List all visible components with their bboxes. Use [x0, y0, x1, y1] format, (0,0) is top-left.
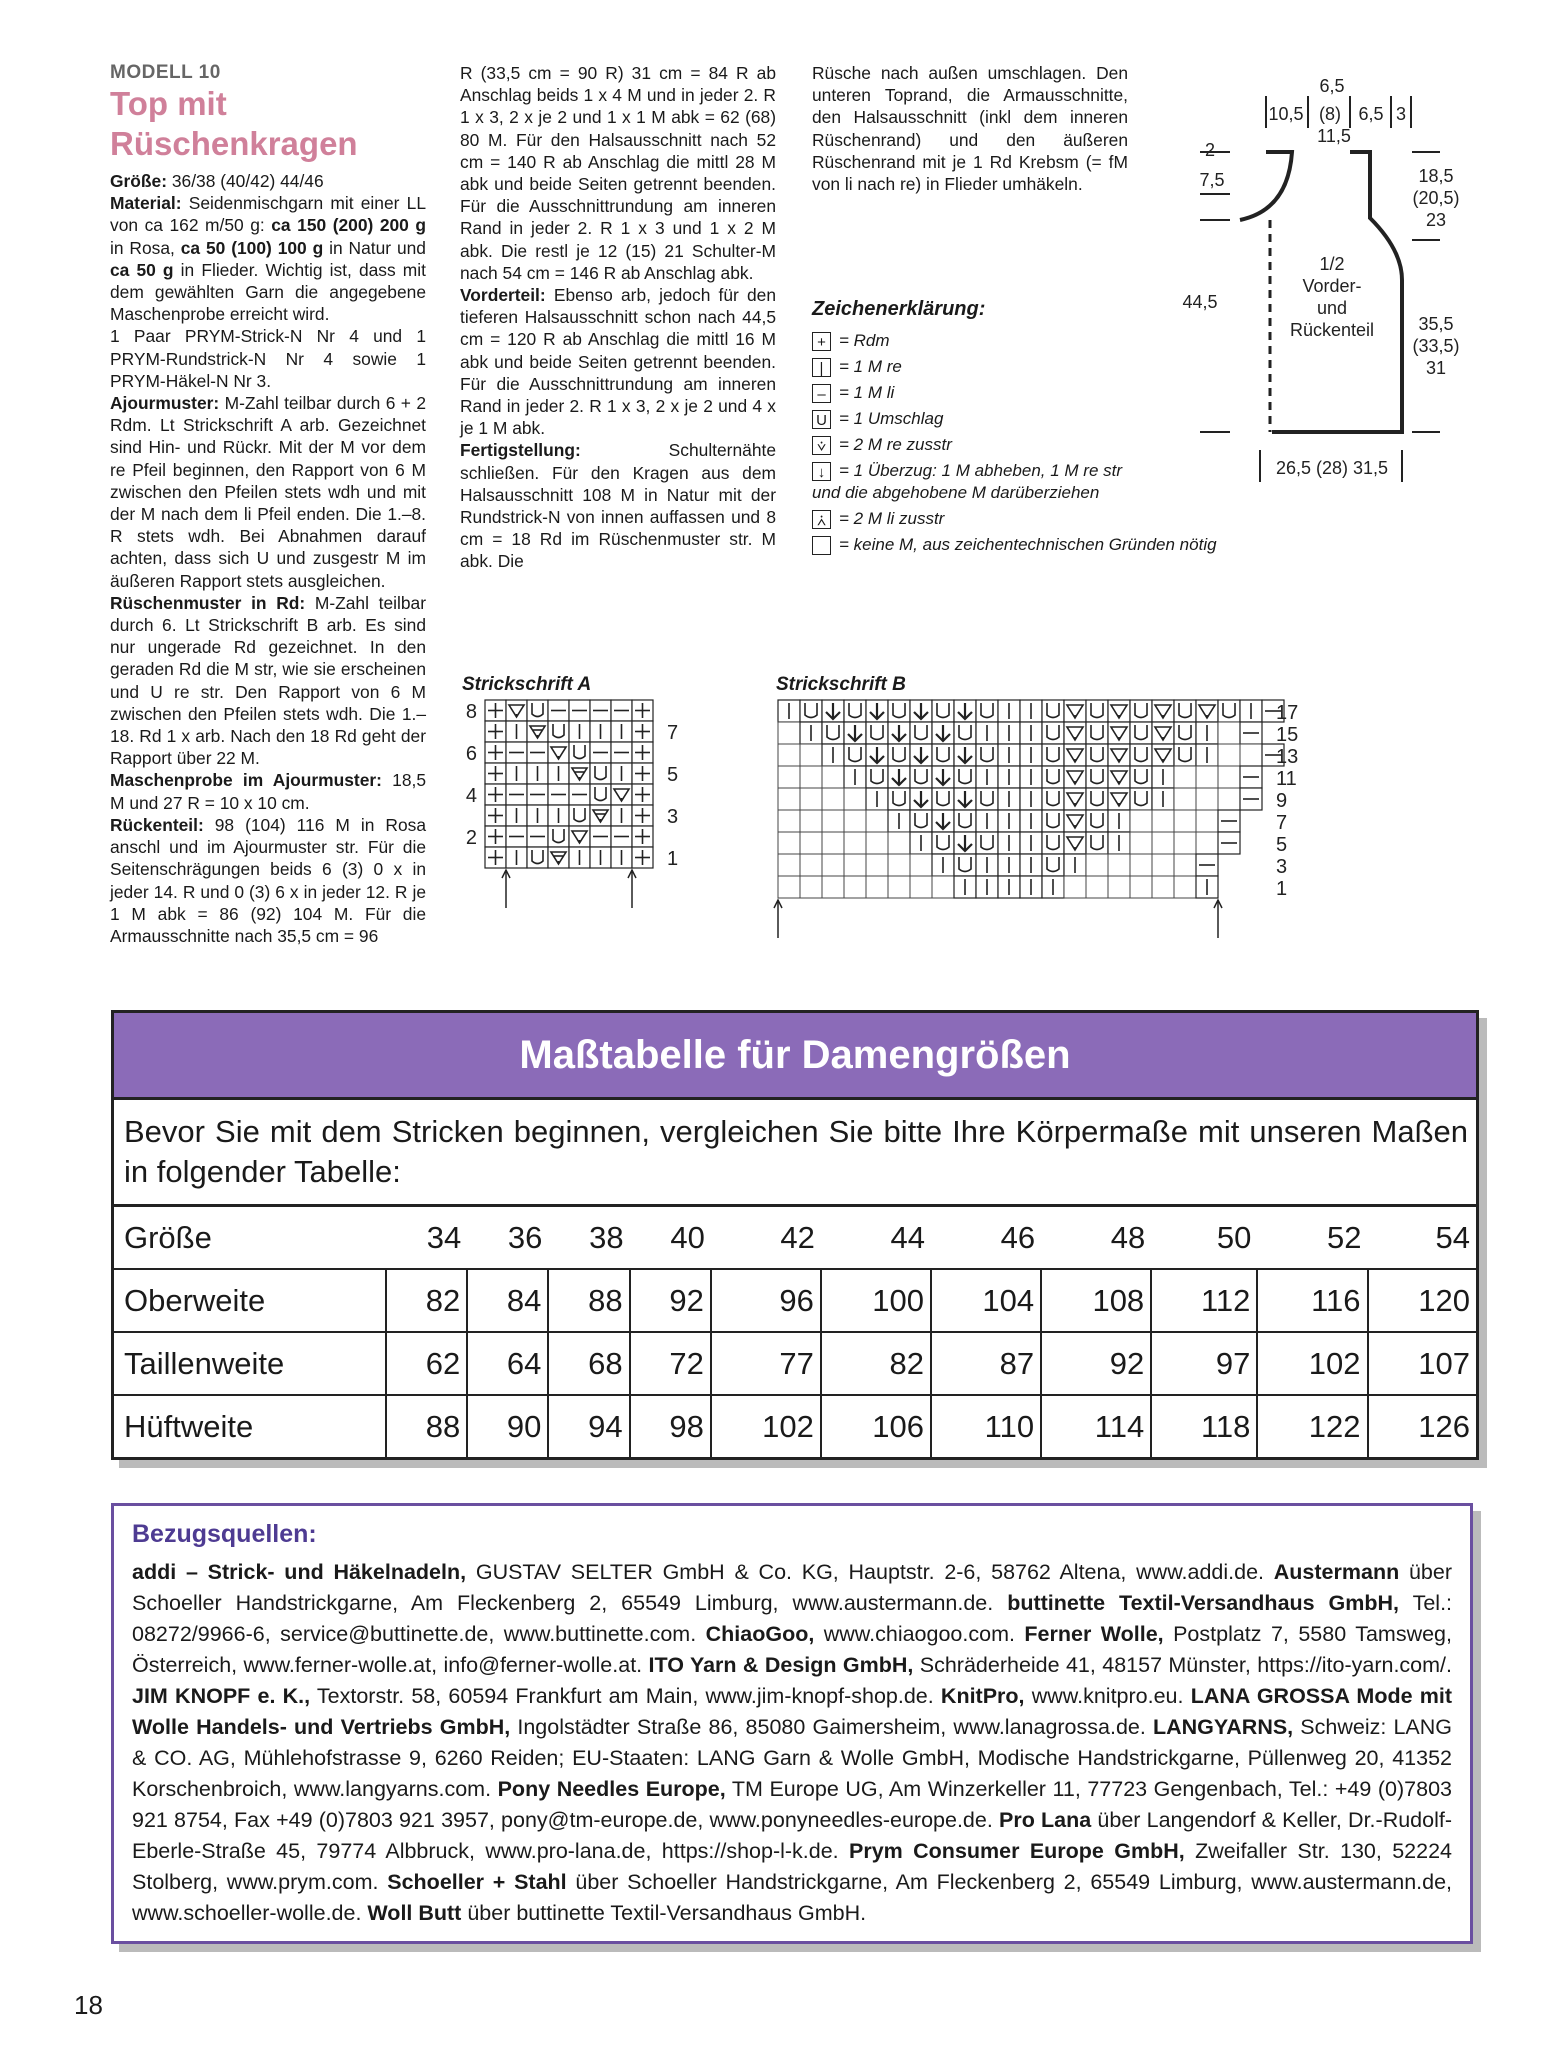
- size-table-cell: 40: [630, 1207, 711, 1269]
- size-table-label: Oberweite: [114, 1269, 386, 1332]
- schematic-label: 35,5: [1418, 314, 1454, 334]
- source-name: ChiaoGoo,: [705, 1622, 815, 1646]
- size-table-cell: 62: [386, 1332, 467, 1395]
- size-table-cell: 38: [548, 1207, 629, 1269]
- source-details: TM Europe UG, Am Winzerkeller 11, 77723 Gengenbach, Tel.: +49 (0)7803 921 8754, Fax +49 (0)7803 921 3957, pony@tm-europe.de, www.ponyneedles-europe.de.: [132, 1777, 1452, 1832]
- vertical-bar-icon: |: [812, 358, 831, 377]
- chart-row-number: 3: [1276, 856, 1288, 878]
- size-table-box: [111, 1010, 1479, 1460]
- size-table-cell: 84: [467, 1269, 548, 1332]
- needles-paragraph: 1 Paar PRYM-Strick-N Nr 4 und 1 PRYM-Rundstrick-N Nr 4 sowie 1 PRYM-Häkel-N Nr 3.: [110, 326, 426, 391]
- chart-row-number: 3: [667, 806, 679, 828]
- size-table-cell: 52: [1257, 1207, 1367, 1269]
- size-table-cell: 120: [1368, 1269, 1477, 1332]
- legend-text: = 1 M li: [839, 383, 895, 402]
- schematic-label: 31: [1425, 358, 1447, 378]
- source-details: www.chiaogoo.com.: [814, 1622, 1025, 1646]
- source-name: buttinette Textil-Versandhaus GmbH,: [1007, 1591, 1400, 1615]
- chart-a-title: Strickschrift A: [462, 674, 592, 695]
- sources-box: [111, 1503, 1473, 1944]
- chart-row-number: 4: [465, 785, 477, 807]
- schematic-label: (8): [1319, 104, 1341, 124]
- schematic-label: 23: [1425, 210, 1447, 230]
- size-paragraph: Größe: 36/38 (40/42) 44/46: [110, 171, 324, 191]
- chart-row-number: 5: [1276, 834, 1288, 856]
- knitting-chart-a: [455, 700, 695, 940]
- size-table-cell: 77: [711, 1332, 821, 1395]
- size-table-row: [114, 1395, 1476, 1457]
- ruesche-paragraph: Rüschenmuster in Rd: M-Zahl teilbar durch 6. Lt Strickschrift B arb. Es sind nur ungerade Rd gezeichnet. In den geraden Rd die M str, wie sie erscheinen und U re str. Den Rapport von 6 M zwischen den Pfeilen stets wdh. Die 1.–18. Rd 1 x arb. Nach den 18 Rd geht der Rapport über 22 M.: [110, 592, 426, 769]
- source-details: Textorstr. 58, 60594 Frankfurt am Main, www.jim-knopf-shop.de.: [310, 1684, 941, 1708]
- size-table-cell: 36: [467, 1207, 548, 1269]
- legend-text: = 2 M re zusstr: [839, 435, 952, 454]
- legend-text: = keine M, aus zeichentechnischen Gründen nötig: [839, 535, 1217, 554]
- size-table-cell: 54: [1368, 1207, 1477, 1269]
- size-table-cell: 122: [1257, 1395, 1367, 1457]
- chart-row-number: 1: [1276, 878, 1288, 900]
- back-paragraph: Rückenteil: 98 (104) 116 M in Rosa anschl und im Ajourmuster str. Für die Seitenschrägungen beids 6 (3) 0 x in jeder 14. R und 0 (3) 6 x in jeder 12. R je 1 M abk = 86 (92) 104 M. Für die Armausschnitte nach 35,5 cm = 96: [110, 814, 426, 946]
- schematic-label: 10,5: [1268, 104, 1304, 124]
- source-name: Schoeller + Stahl: [387, 1870, 567, 1894]
- instructions-column-1: [110, 62, 426, 947]
- size-table-cell: 82: [821, 1332, 931, 1395]
- sources-heading: Bezugsquellen:: [132, 1520, 317, 1548]
- source-details: Zweifaller Str. 130, 52224 Stolberg, www.prym.com.: [132, 1839, 1452, 1894]
- chart-row-number: 8: [465, 701, 477, 723]
- source-name: Austermann: [1273, 1560, 1400, 1584]
- size-table-cell: 68: [548, 1332, 629, 1395]
- size-table-cell: 72: [630, 1332, 711, 1395]
- sources-text: [132, 1557, 1452, 1929]
- size-table-cell: 96: [711, 1269, 821, 1332]
- chart-b-title: Strickschrift B: [776, 674, 906, 695]
- size-table-label: Hüftweite: [124, 1408, 254, 1444]
- source-name: Prym Consumer Europe GmbH,: [849, 1839, 1185, 1863]
- front-paragraph: Vorderteil: Ebenso arb, jedoch für den tieferen Halsausschnitt schon nach 44,5 cm = 120 R ab Anschlag die mittl 16 M abk und beide Seiten getrennt beenden. Für die Ausschnittrundung am inneren Rand in jeder 2. R 1 x 3, 2 x je 2 und 4 x je 1 M abk.: [460, 285, 776, 439]
- u-icon: U: [812, 410, 831, 429]
- finishing-paragraph: Fertigstellung: Schulternähte schließen. Für den Kragen aus dem Halsausschnitt 108 M in Natur mit der Rundstrick-N von innen auffassen und 8 cm = 18 Rd im Rüschenmuster str. M abk. Die: [460, 440, 776, 572]
- schematic-label: (33,5): [1412, 336, 1460, 356]
- size-table-cell: 110: [931, 1395, 1041, 1457]
- size-table-cell: 126: [1368, 1395, 1477, 1457]
- chart-row-number: 5: [667, 764, 679, 786]
- schematic-label: 44,5: [1182, 292, 1218, 312]
- source-details: über Schoeller Handstrickgarne, Am Fleckenberg 2, 65549 Limburg, www.austermann.de.: [132, 1560, 1452, 1615]
- size-table-cell: 82: [386, 1269, 467, 1332]
- size-table-label: Größe: [114, 1207, 386, 1269]
- size-table-cell: 106: [821, 1395, 931, 1457]
- chart-row-number: 17: [1276, 702, 1299, 724]
- legend-item: [812, 506, 1272, 532]
- legend-item: [812, 532, 1272, 558]
- size-table-cell: 102: [711, 1395, 821, 1457]
- source-details: Schweiz: LANG & CO. AG, Mühlehofstrasse 9, 6260 Reiden; EU-Staaten: LANG Garn & Wolle GmbH, Modische Handstrickgarne, Püllenweg 20, 41352 Korschenbroich, www.langyarns.com.: [132, 1715, 1453, 1801]
- source-details: Schräderheide 41, 48157 Münster, https://ito-yarn.com/.: [913, 1653, 1452, 1677]
- size-table-cell: 114: [1041, 1395, 1151, 1457]
- schematic-label: 18,5: [1418, 166, 1454, 186]
- instructions-column-3: [812, 62, 1128, 195]
- legend-text: = 1 Überzug: 1 M abheben, 1 M re str: [839, 461, 1123, 480]
- size-table-cell: 92: [1041, 1332, 1151, 1395]
- source-name: ITO Yarn & Design GmbH,: [648, 1653, 914, 1677]
- size-table-cell: 46: [931, 1207, 1041, 1269]
- size-table-cell: 98: [630, 1395, 711, 1457]
- size-table-cell: 102: [1257, 1332, 1367, 1395]
- size-table-cell: 118: [1151, 1395, 1257, 1457]
- size-table-label: Taillenweite: [114, 1332, 386, 1395]
- schematic-label: und: [1316, 298, 1348, 318]
- size-table-heading: Maßtabelle für Damengrößen: [114, 1013, 1476, 1100]
- source-name: Ferner Wolle,: [1024, 1622, 1164, 1646]
- schematic-label: 3: [1395, 104, 1407, 124]
- size-table: [114, 1207, 1476, 1457]
- schematic-label: 2: [1204, 140, 1216, 160]
- source-name: Woll Butt: [367, 1901, 462, 1925]
- size-table-cell: 64: [467, 1332, 548, 1395]
- chart-row-number: 7: [667, 722, 679, 744]
- finishing-paragraph-cont: Rüsche nach außen umschlagen. Den unteren Toprand, die Armausschnitte, den Halsausschnitt (inkl dem inneren Rüschenrand) und den äußeren Rüschenrand mit je 1 Rd Krebsm (= fM von li nach re) in Flieder umhäkeln.: [812, 63, 1128, 195]
- chart-row-number: 6: [465, 743, 477, 765]
- source-name: Pro Lana: [999, 1808, 1092, 1832]
- gauge-paragraph: Maschenprobe im Ajourmuster: 18,5 M und 27 R = 10 x 10 cm.: [110, 770, 426, 813]
- legend-heading: Zeichenerklärung:: [812, 298, 986, 320]
- source-name: Pony Needles Europe,: [497, 1777, 726, 1801]
- page-title: Top mit Rüschenkragen: [110, 85, 358, 162]
- size-table-cell: 44: [821, 1207, 931, 1269]
- source-details: über Schoeller Handstrickgarne, Am Fleckenberg 2, 65549 Limburg, www.austermann.de, www.schoeller-wolle.de.: [132, 1870, 1453, 1925]
- source-name: JIM KNOPF e. K.,: [132, 1684, 311, 1708]
- legend-text-cont: und die abgehobene M darüberziehen: [812, 483, 1100, 502]
- chart-row-number: 15: [1276, 724, 1299, 746]
- source-details: Postplatz 7, 5580 Tamsweg, Österreich, www.ferner-wolle.at, info@ferner-wolle.at.: [132, 1622, 1452, 1677]
- material-paragraph: Material: Seidenmischgarn mit einer LL von ca 162 m/50 g: ca 150 (200) 200 g in Rosa, ca 50 (100) 100 g in Natur und ca 50 g in Flieder. Wichtig ist, dass mit dem gewählten Garn die angegebene Maschenprobe erreicht wird.: [110, 193, 426, 325]
- size-table-cell: 34: [386, 1207, 467, 1269]
- knitting-chart-b: [770, 700, 1330, 950]
- size-table-cell: 88: [386, 1395, 467, 1457]
- p2tog-icon: ⩑: [812, 510, 831, 529]
- back-paragraph-cont: R (33,5 cm = 90 R) 31 cm = 84 R ab Anschlag beids 1 x 4 M und in jeder 2. R 1 x 3, 2 x je 2 und 1 x 1 M abk = 62 (68) 80 M. Für den Halsausschnitt nach 52 cm = 140 R ab Anschlag die mittl 28 M abk und beide Seiten getrennt beenden. Für die Ausschnittrundung am inneren Rand in jeder 2. R 1 x 3 und 1 x 2 M abk. Die restl je 12 (15) 21 Schulter-M nach 54 cm = 146 R ab Anschlag abk.: [460, 63, 776, 283]
- chart-row-number: 11: [1276, 768, 1297, 790]
- schematic-label: 6,5: [1358, 104, 1384, 124]
- size-table-cell: 97: [1151, 1332, 1257, 1395]
- schematic-label: 1/2: [1319, 254, 1345, 274]
- garment-schematic: [1180, 70, 1460, 490]
- page-number: 18: [74, 1990, 103, 2020]
- size-table-cell: 112: [1151, 1269, 1257, 1332]
- chart-row-number: 7: [1276, 812, 1288, 834]
- schematic-label: Rückenteil: [1289, 320, 1375, 340]
- chart-row-number: 2: [465, 827, 477, 849]
- size-table-cell: 104: [931, 1269, 1041, 1332]
- chart-row-number: 1: [667, 848, 679, 870]
- legend-text: = 2 M li zusstr: [839, 509, 945, 528]
- size-table-cell: 50: [1151, 1207, 1257, 1269]
- k2tog-icon: ⩒: [812, 436, 831, 455]
- size-table-intro: Bevor Sie mit dem Stricken beginnen, vergleichen Sie bitte Ihre Körpermaße mit unseren Maßen in folgender Tabelle:: [114, 1100, 1476, 1207]
- source-details: Tel.: 08272/9966-6, service@buttinette.de, www.buttinette.com.: [132, 1591, 1453, 1646]
- size-table-cell: 88: [548, 1269, 629, 1332]
- source-details: www.knitpro.eu.: [1024, 1684, 1191, 1708]
- legend-text: = 1 M re: [839, 357, 902, 376]
- size-table-cell: 42: [711, 1207, 821, 1269]
- schematic-label: 7,5: [1199, 170, 1225, 190]
- plus-icon: +: [812, 332, 831, 351]
- size-table-cell: 94: [548, 1395, 629, 1457]
- size-table-cell: 87: [931, 1332, 1041, 1395]
- size-table-cell: 107: [1368, 1332, 1477, 1395]
- size-table-cell: 116: [1257, 1269, 1367, 1332]
- source-details: Ingolstädter Straße 86, 85080 Gaimersheim, www.lanagrossa.de.: [510, 1715, 1153, 1739]
- source-details: über buttinette Textil-Versandhaus GmbH.: [461, 1901, 867, 1925]
- schematic-label: Vorder-: [1302, 276, 1362, 296]
- model-number: MODELL 10: [110, 62, 221, 83]
- dash-icon: –: [812, 384, 831, 403]
- schematic-label: 26,5 (28) 31,5: [1275, 458, 1389, 478]
- source-details: GUSTAV SELTER GmbH & Co. KG, Hauptstr. 2-6, 58762 Altena, www.addi.de.: [466, 1560, 1274, 1584]
- empty-box-icon: [812, 536, 831, 555]
- size-table-cell: 108: [1041, 1269, 1151, 1332]
- size-table-row: [114, 1207, 1476, 1269]
- source-name: LANA GROSSA Mode mit Wolle Handels- und Vertriebs GmbH,: [132, 1684, 1452, 1739]
- schematic-label: 11,5: [1317, 126, 1351, 146]
- size-table-cell: 92: [630, 1269, 711, 1332]
- chart-row-number: 9: [1276, 790, 1288, 812]
- size-table-row: [114, 1332, 1476, 1395]
- schematic-label: 6,5: [1319, 76, 1345, 96]
- source-name: LANGYARNS,: [1152, 1715, 1294, 1739]
- chart-row-number: 13: [1276, 746, 1299, 768]
- source-name: KnitPro,: [940, 1684, 1025, 1708]
- instructions-column-2: [460, 62, 776, 573]
- arrow-down-icon: ↓: [812, 462, 831, 481]
- size-table-cell: 48: [1041, 1207, 1151, 1269]
- size-table-cell: 90: [467, 1395, 548, 1457]
- size-table-cell: 100: [821, 1269, 931, 1332]
- size-table-row: [114, 1269, 1476, 1332]
- legend-text: = 1 Umschlag: [839, 409, 944, 428]
- source-details: über Langendorf & Keller, Dr.-Rudolf-Eberle-Straße 45, 79774 Albbruck, www.pro-lana.de, https://shop-l-k.de.: [132, 1808, 1453, 1863]
- legend-text: = Rdm: [839, 331, 890, 350]
- schematic-label: (20,5): [1412, 188, 1460, 208]
- source-name: addi – Strick- und Häkelnadeln,: [132, 1560, 467, 1584]
- ajour-paragraph: Ajourmuster: M-Zahl teilbar durch 6 + 2 Rdm. Lt Strickschrift A arb. Gezeichnet sind Hin- und Rückr. Mit der M vor dem re Pfeil beginnen, den Rapport von 6 M zwischen den Pfeilen stets wdh und mit der M nach dem li Pfeil enden. Die 1.–8. R stets wdh. Bei Abnahmen darauf achten, dass sich U und zusgestr M im äußeren Rapport stets ausgleichen.: [110, 393, 426, 591]
